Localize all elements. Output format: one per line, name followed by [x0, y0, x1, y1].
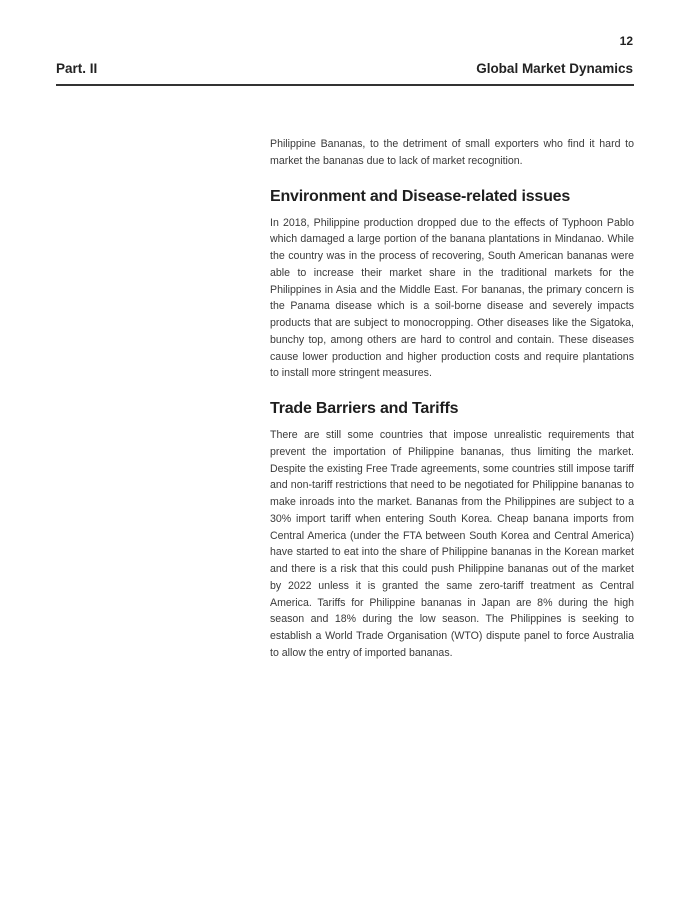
trade-barriers-paragraph: There are still some countries that impose unrealistic requirements that prevent the importation of Philippine bananas, thus limiting the market. Despite the existing Free Trade agreements, some countries still impose tariff and non-tariff restrictions that need to be negotiated for Philippine bananas to make inroads into the market. Bananas from the Philippines are subject to a 30% import tariff when entering South Korea. Cheap banana imports from Central America (under the FTA between South Korea and Central America) have started to eat into the share of Philippine bananas in the Korean market and there is a risk that this could push Philippine bananas out of the market by 2022 unless it is granted the same zero-tariff treatment as Central America. Tariffs for Philippine bananas in Japan are 8% during the high season and 18% during the low season. The Philippines is seeking to establish a World Trade Organisation (WTO) dispute panel to force Australia to allow the entry of imported bananas.	[270, 429, 634, 659]
heading-trade-barriers: Trade Barriers and Tariffs	[270, 400, 459, 417]
part-label: Part. II	[56, 61, 98, 76]
intro-paragraph: Philippine Bananas, to the detriment of small exporters who find it hard to market the bananas due to lack of market recognition.	[270, 138, 634, 167]
page-number: 12	[619, 34, 633, 48]
main-content	[270, 136, 634, 662]
header-divider	[56, 84, 634, 86]
heading-environment-disease: Environment and Disease-related issues	[270, 187, 571, 205]
environment-disease-paragraph: In 2018, Philippine production dropped due to the effects of Typhoon Pablo which damaged a large portion of the banana plantations in Mindanao. While the country was in the process of recovering, South American bananas were able to increase their market share in the traditional markets for the Philippines in Asia and the Middle East. For bananas, the primary concern is the Panama disease which is a soil-borne disease and severely impacts products that are subject to monocropping. Other diseases like the Sigatoka, bunchy top, among others are hard to control and contain. These diseases cause lower production and higher production costs and require plantations to install more stringent measures.	[270, 216, 634, 380]
section-title: Global Market Dynamics	[476, 61, 633, 76]
